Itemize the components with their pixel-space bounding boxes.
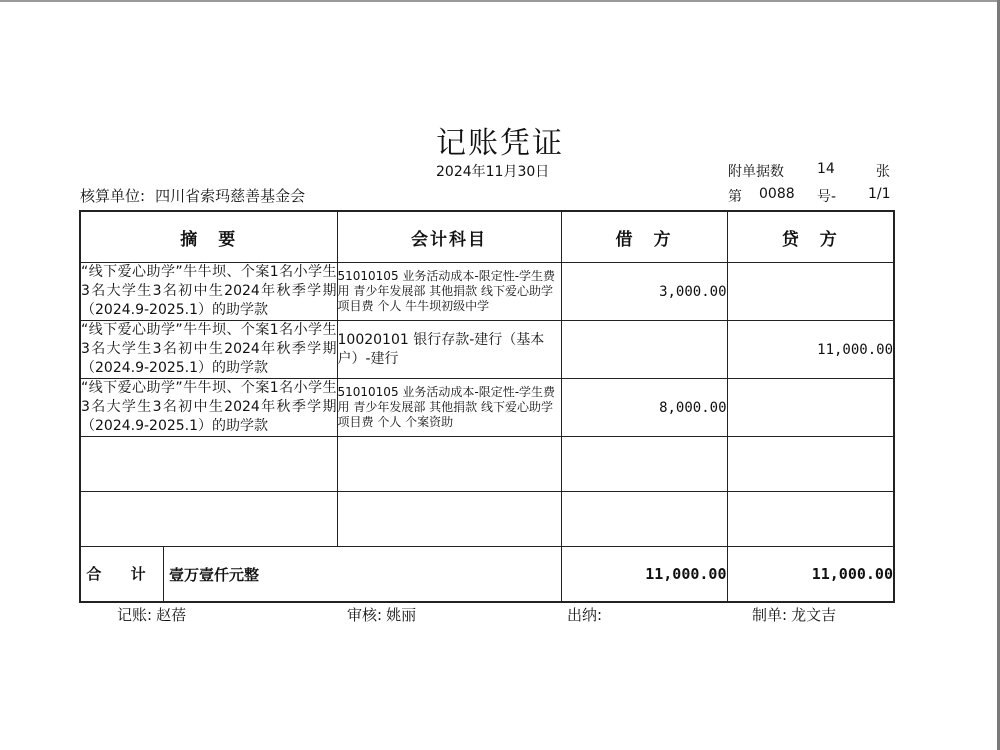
bookkeeper-name: 赵蓓 [156, 606, 187, 624]
signature-cashier [567, 604, 606, 625]
table-row [80, 263, 894, 321]
voucher-table [79, 210, 895, 603]
signature-preparer [752, 604, 836, 625]
empty-row [80, 437, 894, 492]
total-label: 合 计 [81, 547, 164, 601]
table-row [80, 321, 894, 379]
cashier-label: 出纳: [567, 606, 603, 624]
entity-label: 核算单位: [80, 187, 146, 205]
bookkeeper-label: 记账: [117, 606, 153, 624]
header-summary: 摘 要 [80, 211, 337, 263]
empty-cell [561, 437, 727, 492]
empty-cell [727, 492, 894, 547]
reviewer-name: 姚丽 [386, 606, 417, 624]
row-credit: 11,000.00 [727, 321, 894, 379]
row-subject: 10020101 银行存款-建行（基本户）-建行 [337, 321, 561, 379]
row-credit [727, 379, 894, 437]
empty-cell [727, 437, 894, 492]
row-summary: “线下爱心助学”牛牛坝、个案1名小学生3名大学生3名初中生2024年秋季学期（2024.9-2025.1）的助学款 [80, 379, 337, 437]
table-row [80, 379, 894, 437]
table-header-row [80, 211, 894, 263]
voucher-title: 记账凭证 [436, 126, 564, 161]
total-debit: 11,000.00 [561, 547, 727, 603]
voucher-page: 1/1 [868, 186, 891, 202]
header-subject: 会计科目 [337, 211, 561, 263]
attachments-label: 附单据数 [728, 164, 784, 180]
attachments-info [728, 161, 898, 181]
row-credit [727, 263, 894, 321]
total-in-words: 壹万壹仟元整 [169, 565, 260, 584]
attachments-unit: 张 [876, 164, 890, 180]
row-subject: 51010105 业务活动成本-限定性-学生费用 青少年发展部 其他捐款 线下爱心助学 项目费 个人 牛牛坝初级中学 [337, 263, 561, 321]
preparer-name: 龙文吉 [791, 606, 837, 624]
header-debit: 借 方 [561, 211, 727, 263]
scan-edge-top [0, 0, 1000, 2]
empty-row [80, 492, 894, 547]
preparer-label: 制单: [752, 606, 788, 624]
total-row [80, 547, 894, 603]
row-debit [561, 321, 727, 379]
voucher-number-value: 0088 [759, 186, 795, 202]
voucher-number [728, 186, 898, 206]
voucher-number-suffix: 号- [817, 189, 837, 205]
row-debit: 3,000.00 [561, 263, 727, 321]
row-summary: “线下爱心助学”牛牛坝、个案1名小学生3名大学生3名初中生2024年秋季学期（2024.9-2025.1）的助学款 [80, 263, 337, 321]
voucher-number-prefix: 第 [728, 189, 742, 205]
empty-cell [337, 437, 561, 492]
voucher-date: 2024年11月30日 [436, 164, 550, 180]
empty-cell [80, 437, 337, 492]
reviewer-label: 审核: [347, 606, 383, 624]
signature-bookkeeper [117, 604, 186, 625]
entity-name: 四川省索玛慈善基金会 [155, 187, 306, 205]
row-subject: 51010105 业务活动成本-限定性-学生费用 青少年发展部 其他捐款 线下爱心助学 项目费 个人 个案资助 [337, 379, 561, 437]
header-credit: 贷 方 [727, 211, 894, 263]
empty-cell [80, 492, 337, 547]
accounting-entity [80, 185, 305, 206]
empty-cell [561, 492, 727, 547]
empty-cell [337, 492, 561, 547]
row-debit: 8,000.00 [561, 379, 727, 437]
total-credit: 11,000.00 [727, 547, 894, 603]
signature-reviewer [347, 604, 416, 625]
row-summary: “线下爱心助学”牛牛坝、个案1名小学生3名大学生3名初中生2024年秋季学期（2024.9-2025.1）的助学款 [80, 321, 337, 379]
attachments-count: 14 [817, 161, 835, 177]
total-cell [80, 547, 561, 603]
